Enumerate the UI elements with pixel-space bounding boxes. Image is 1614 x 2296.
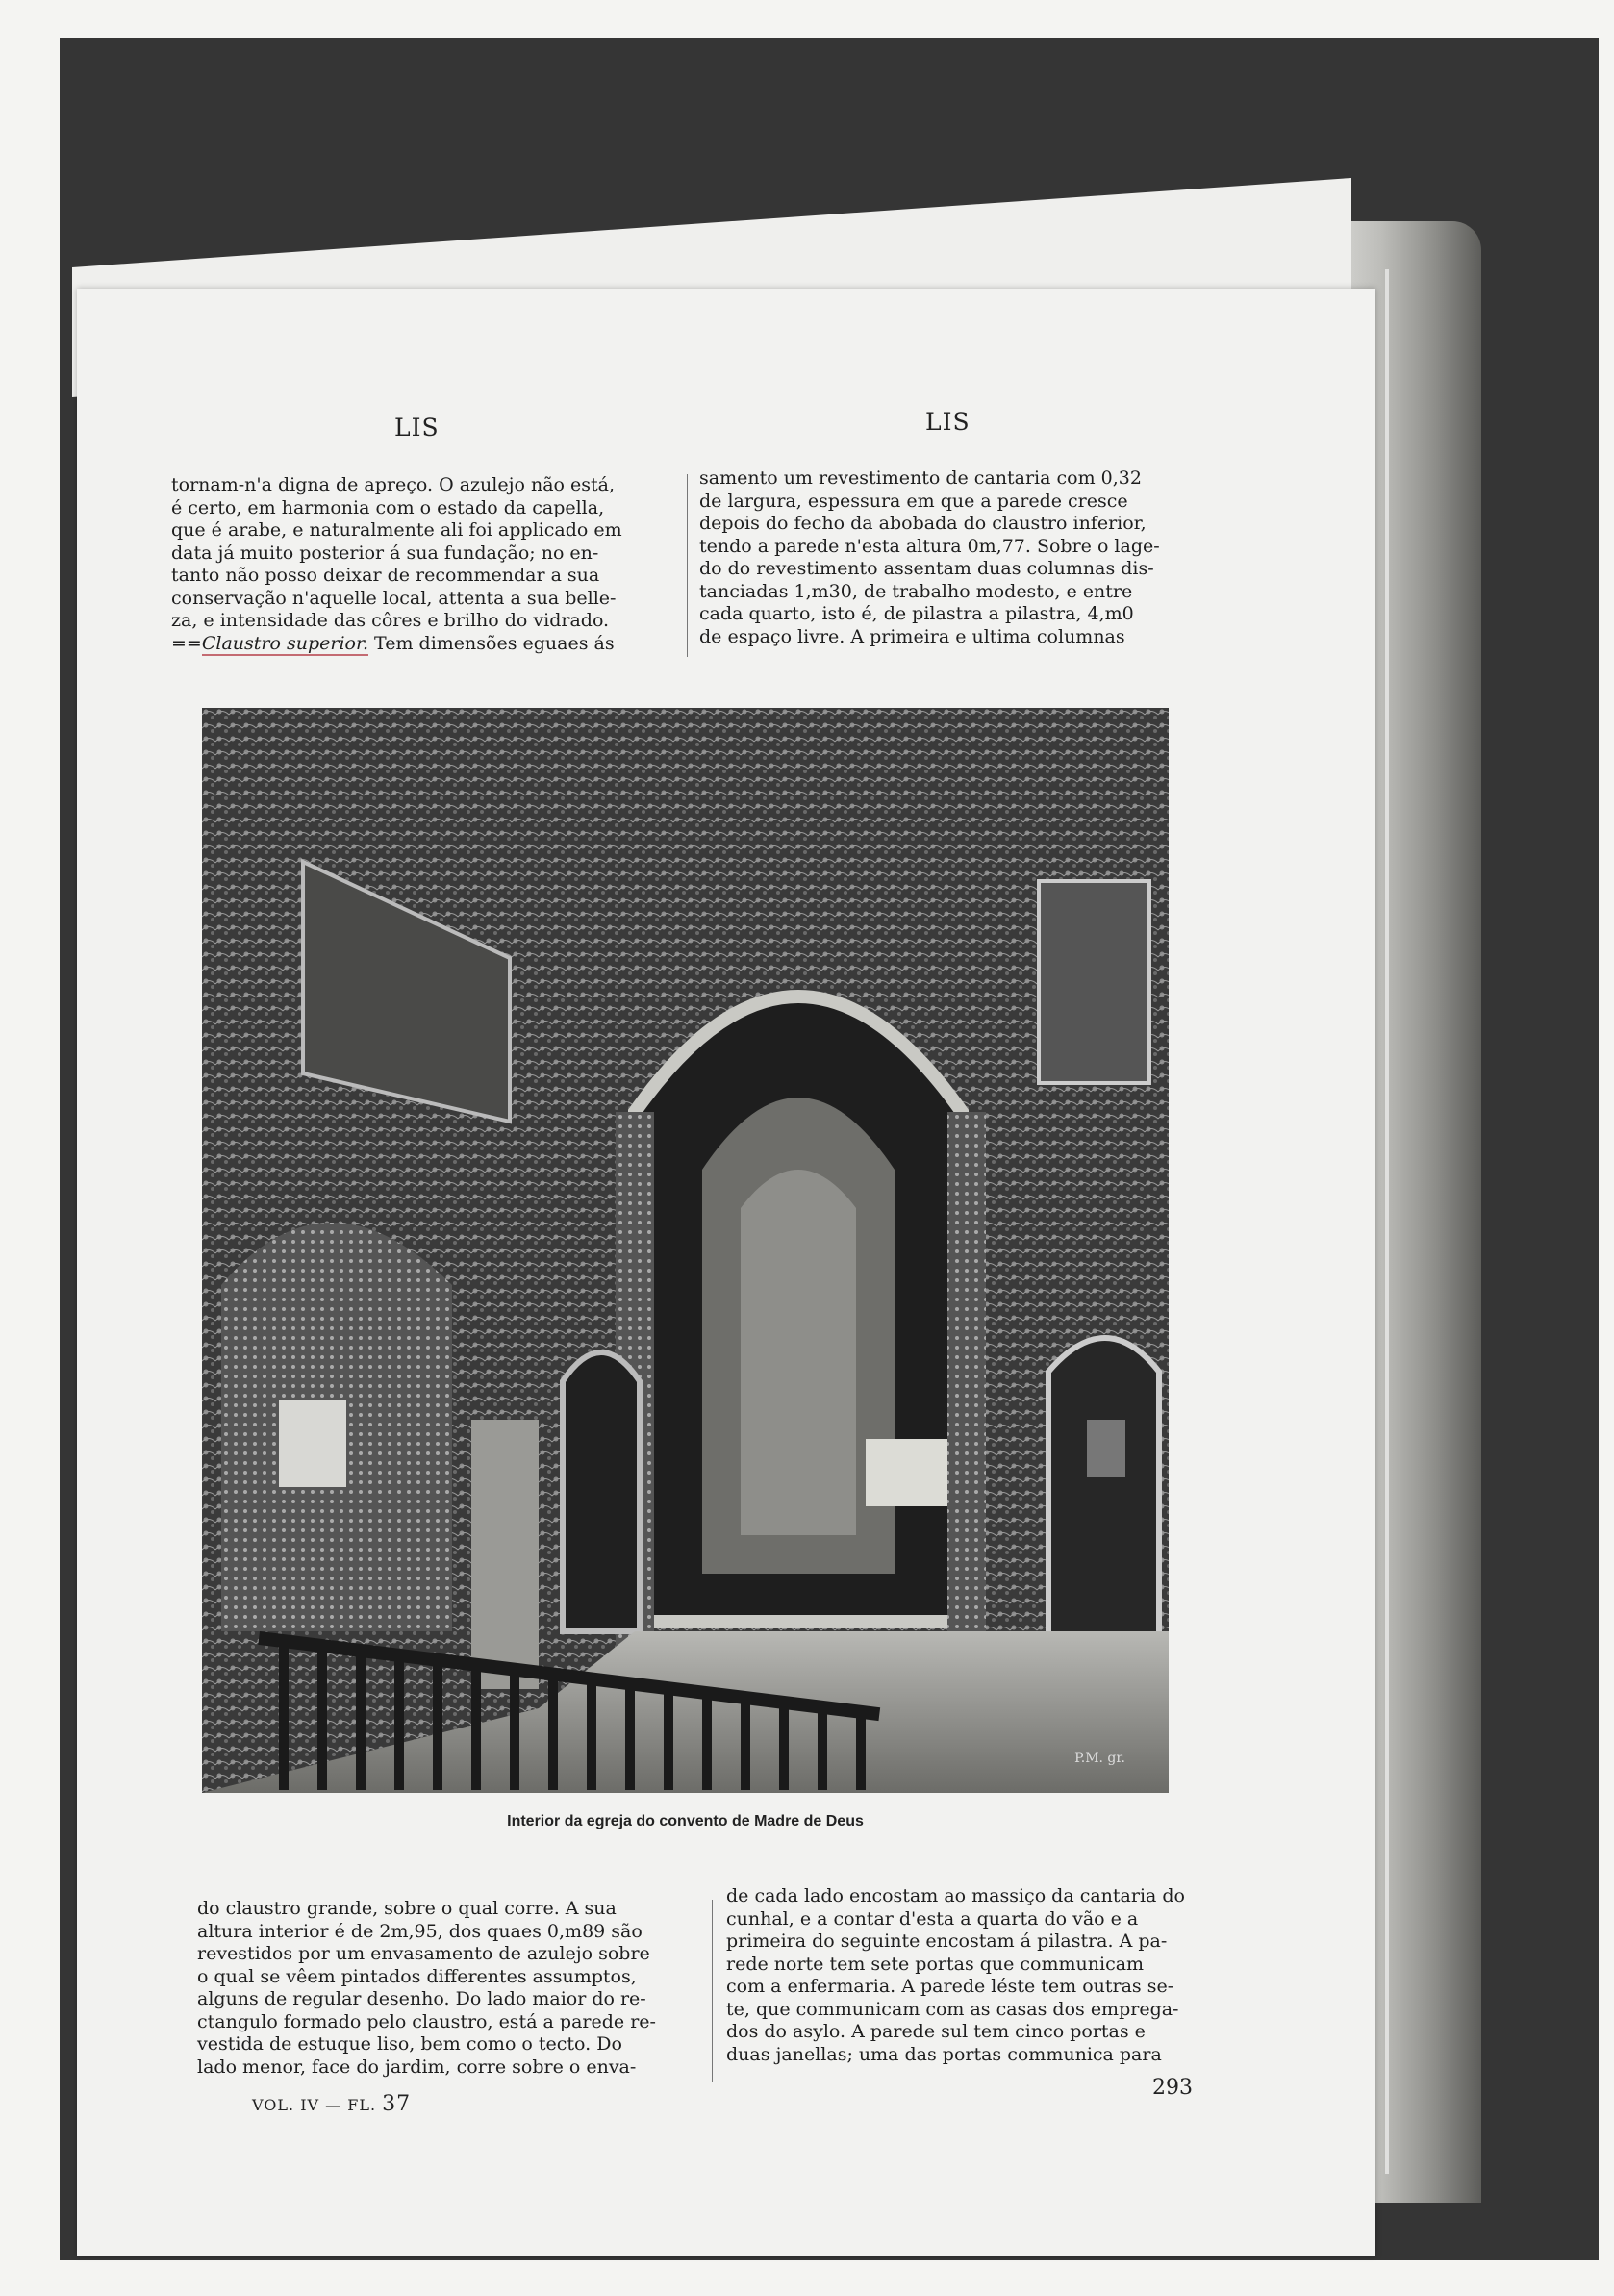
page-number: 293 (1152, 2076, 1193, 2100)
text-line: rede norte tem sete portas que communicam (726, 1953, 1145, 1975)
text-line: com a enfermaria. A parede léste tem outras se- (726, 1976, 1174, 1997)
top-right-column (699, 467, 1199, 648)
text-run: Tem dimensões eguaes ás (368, 632, 615, 654)
text-line: que é arabe, e naturalmente ali foi applicado em (171, 519, 622, 541)
text-line: vestida de estuque liso, bem como o tecto. Do (197, 2033, 622, 2055)
text-line: cunhal, e a contar d'esta a quarta do vão e a (726, 1907, 1139, 1930)
volume-label: VOL. IV — FL. (252, 2096, 377, 2114)
bottom-right-column (726, 1885, 1226, 2066)
page-stack-highlight (1385, 269, 1389, 2174)
section-heading: Claustro superior. (201, 632, 368, 654)
volume-sheet: 37 (382, 2092, 412, 2116)
text-line: ctangulo formado pelo claustro, está a parede re- (197, 2010, 656, 2032)
text-line: do do revestimento assentam duas columnas dis- (699, 558, 1154, 579)
text-line: tanto não posso deixar de recommendar a sua (171, 565, 600, 586)
volume-signature (252, 2092, 411, 2116)
illustration-caption: Interior da egreja do convento de Madre de Deus (507, 1813, 864, 1829)
text-line: duas janellas; uma das portas communica para (726, 2043, 1162, 2065)
text-line: tanciadas 1,m30, de trabalho modesto, e entre (699, 580, 1133, 602)
text-line: primeira do seguinte encostam á pilastra. A pa- (726, 1930, 1168, 1952)
text-line: lado menor, face do jardim, corre sobre o enva- (197, 2056, 637, 2078)
text-line: alguns de regular desenho. Do lado maior do re- (197, 1988, 646, 2009)
text-line: do claustro grande, sobre o qual corre. A sua (197, 1898, 617, 1919)
text-line: de cada lado encostam ao massiço da cantaria do (726, 1885, 1185, 1906)
text-line: dos do asylo. A parede sul tem cinco portas e (726, 2021, 1146, 2042)
text-line: o qual se vêem pintados differentes assumptos, (197, 1965, 637, 1987)
running-head-left: LIS (394, 414, 440, 442)
text-line: de espaço livre. A primeira e ultima columnas (699, 625, 1125, 647)
text-line: samento um revestimento de cantaria com 0,32 (699, 467, 1142, 489)
text-line: altura interior é de 2m,95, dos quaes 0,m89 são (197, 1920, 643, 1942)
engraver-mark: P.M. gr. (1074, 1751, 1125, 1766)
text-line: conservação n'aquelle local, attenta a sua belle- (171, 587, 617, 609)
text-line: tornam-n'a digna de apreço. O azulejo não está, (171, 474, 616, 495)
top-left-column (171, 474, 671, 655)
dash-prefix: == (171, 632, 202, 654)
text-line: za, e intensidade das côres e brilho do vidrado. (171, 610, 610, 631)
church-interior-engraving (202, 708, 1169, 1793)
text-line: tendo a parede n'esta altura 0m,77. Sobre o lage- (699, 535, 1160, 557)
text-line: data já muito posterior á sua fundação; no en- (171, 542, 599, 564)
text-line: te, que communicam com as casas dos emprega- (726, 1998, 1179, 2020)
running-head-right: LIS (925, 408, 971, 436)
text-line: é certo, em harmonia com o estado da capella, (171, 496, 605, 518)
bottom-left-column (197, 1898, 697, 2079)
text-line: revestidos por um envasamento de azulejo sobre (197, 1943, 650, 1964)
text-line: cada quarto, isto é, de pilastra a pilastra, 4,m0 (699, 603, 1134, 624)
column-rule (712, 1900, 713, 2082)
column-rule (687, 474, 688, 657)
text-line: depois do fecho da abobada do claustro inferior, (699, 513, 1147, 534)
text-line (171, 633, 671, 656)
engraving-drawing (202, 708, 1169, 1793)
text-line: de largura, espessura em que a parede cresce (699, 490, 1128, 512)
